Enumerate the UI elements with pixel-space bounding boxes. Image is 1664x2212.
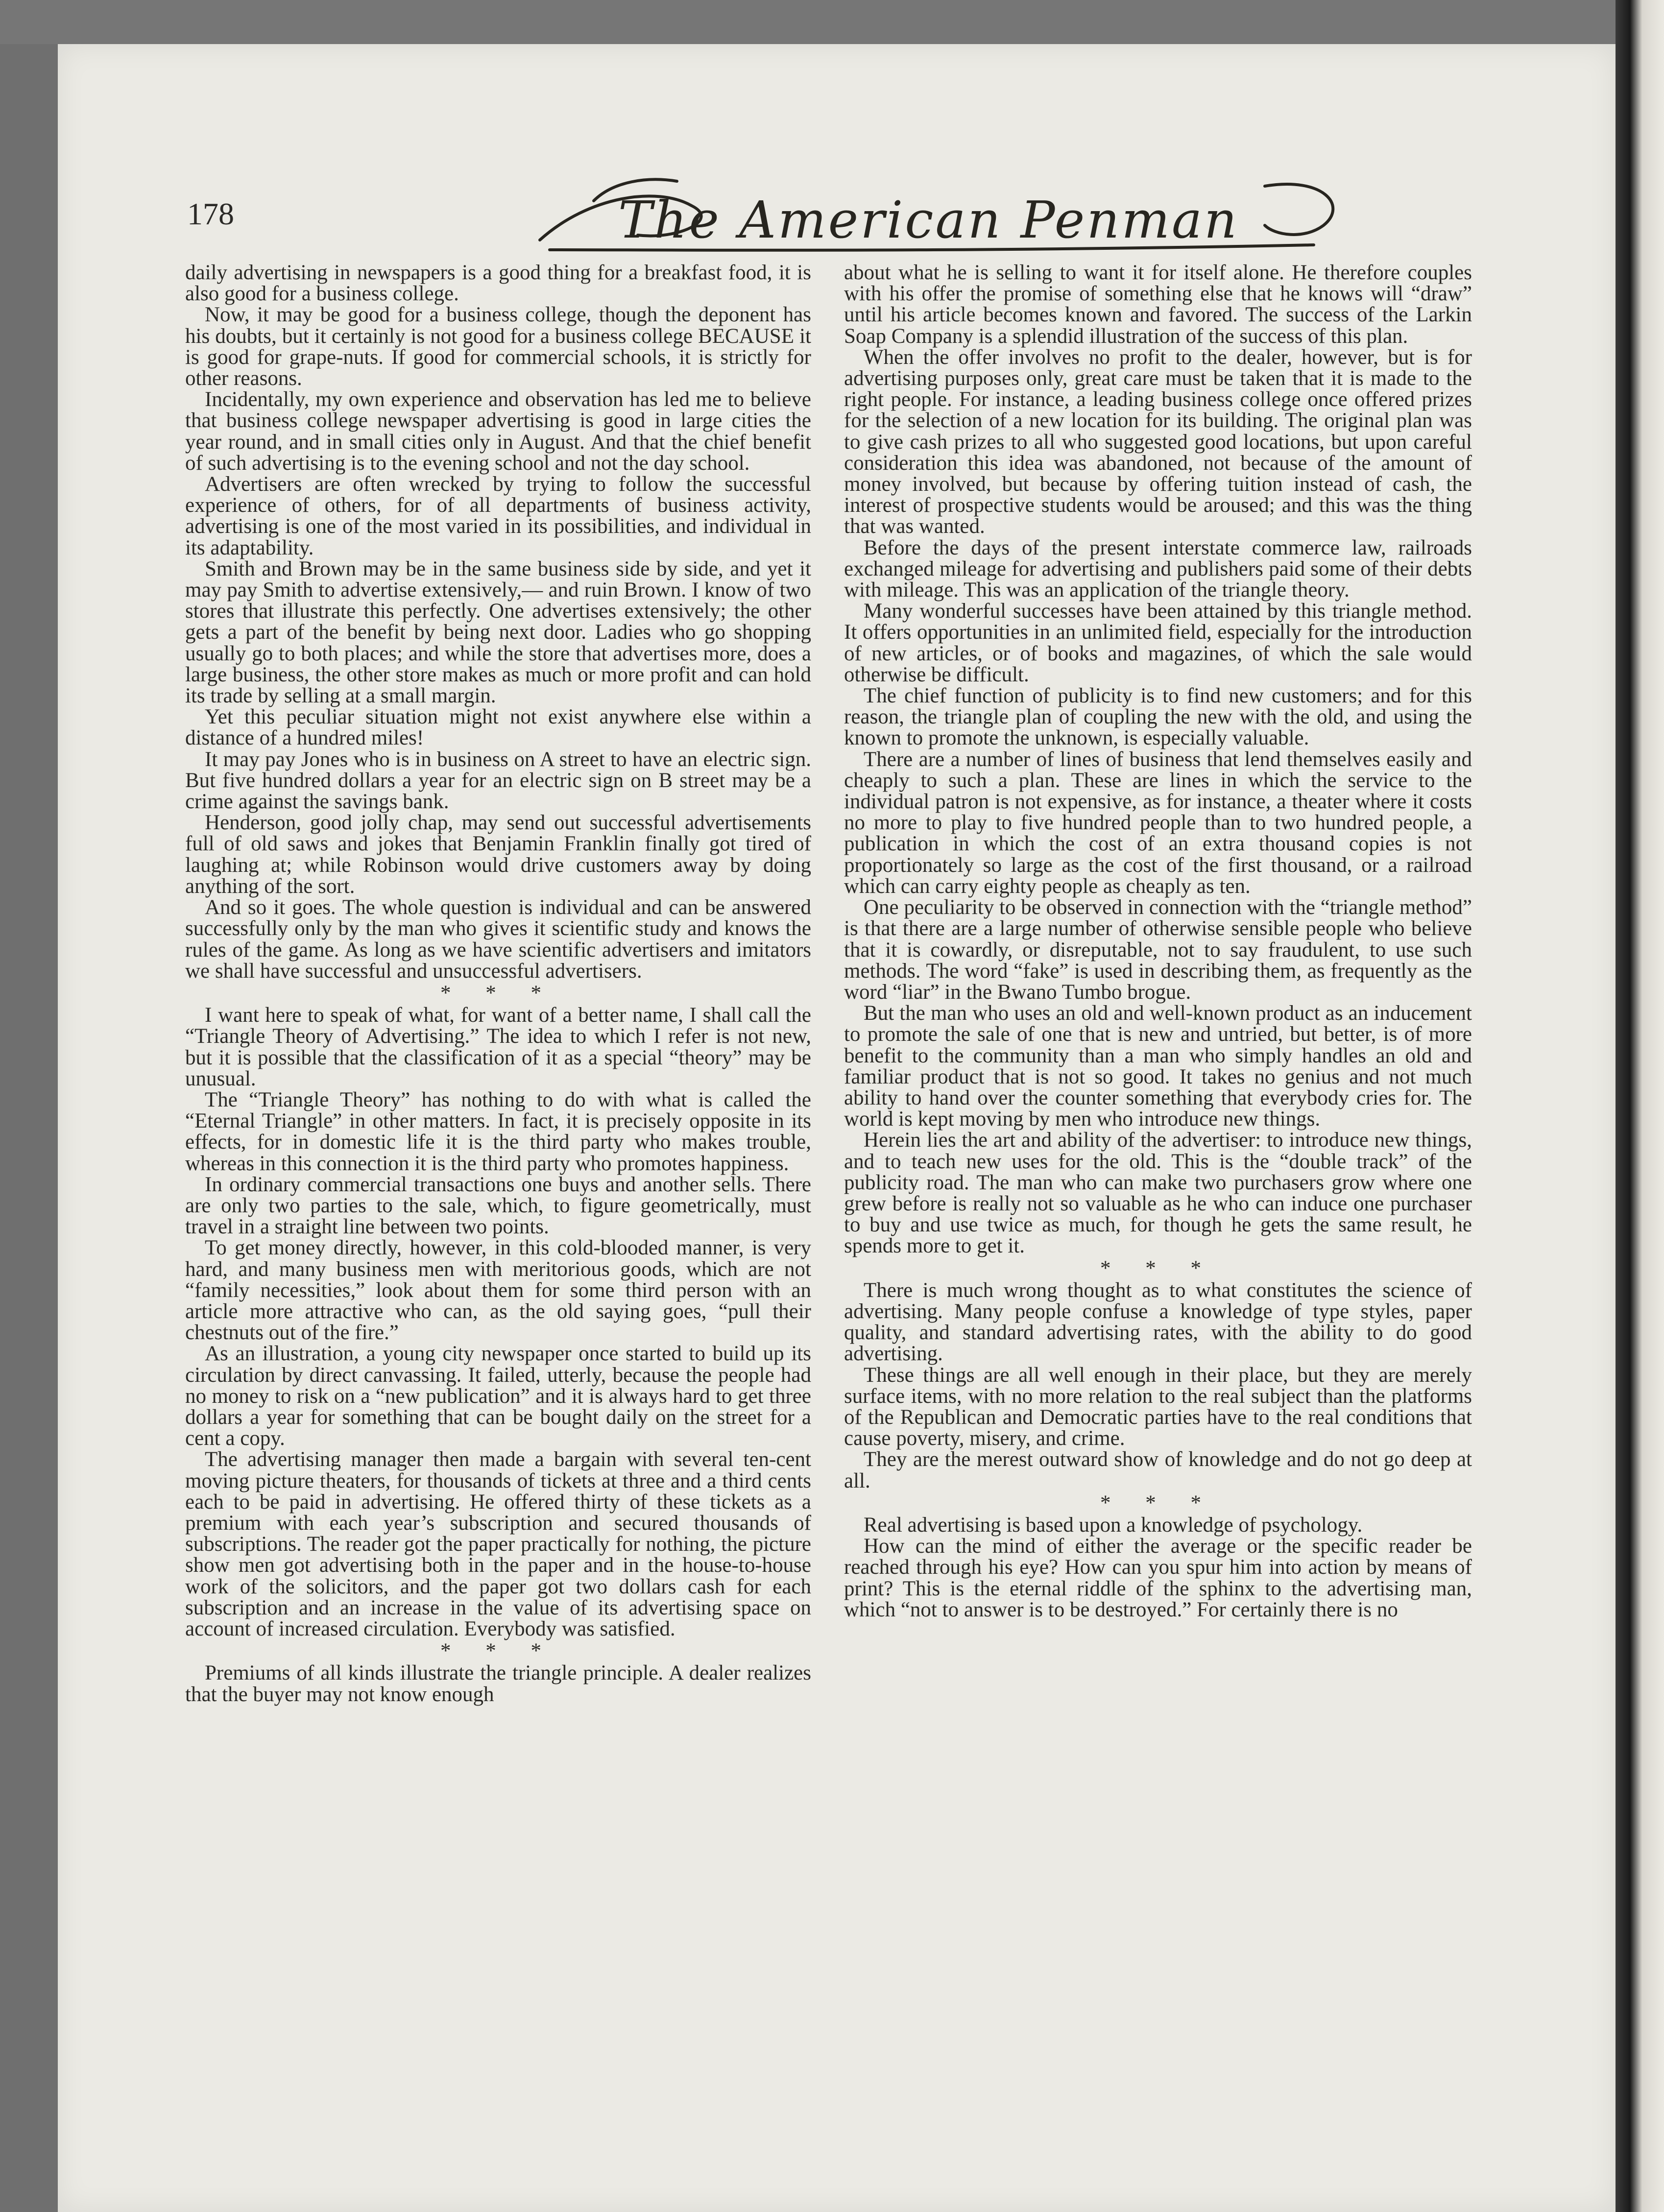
paragraph: The “Triangle Theory” has nothing to do with what is called the “Eternal Triangle” in other matters. In fact, it is precisely opposite in its effects, for in domestic life it is the third party who makes trouble, whereas in this connection it is the third party who promotes happiness. xyxy=(185,1088,811,1175)
paragraph: As an illustration, a young city newspaper once started to build up its circulation by direct canvassing. It failed, utterly, because the people had no money to risk on a “new publication” and it is always hard to get three dollars a year for something that can be bought daily on the street for a cent a copy. xyxy=(185,1342,811,1450)
paragraph: The advertising manager then made a bargain with several ten-cent moving picture theaters, for thousands of tickets at three and a third cents each to be paid in advertising. He offered thirty of these tickets as a premium with each year’s subscription and secured thousands of subscriptions. The reader got the paper practically for nothing, the picture show men got advertising both in the paper and in the house-to-house work of the solicitors, and the paper got two dollars cash for each subscription and an increase in the value of its advertising space on account of increased circulation. Everybody was satisfied. xyxy=(185,1448,811,1640)
paragraph: They are the merest outward show of knowledge and do not go deep at all. xyxy=(844,1448,1472,1492)
paragraph: daily advertising in newspapers is a good thing for a breakfast food, it is also good for a business college. xyxy=(185,261,811,306)
page-number: 178 xyxy=(187,196,234,231)
paragraph: How can the mind of either the average or the specific reader be reached through his eye? How can you spur him into action by means of print? This is the eternal riddle of the sphinx to the advertising man, which “not to answer is to be destroyed.” For certainly there is no xyxy=(844,1535,1472,1621)
paragraph: Many wonderful successes have been attained by this triangle method. It offers opportunities in an unlimited field, especially for the introduction of new articles, or of books and magazines, of which the sale would otherwise be difficult. xyxy=(844,600,1472,686)
paragraph: One peculiarity to be observed in connection with the “triangle method” is that there are a large number of otherwise sensible people who believe that it is cowardly, or disreputable, not to say fraudulent, to use such methods. The word “fake” is used in describing them, as frequently as the word “liar” in the Bwano Tumbo brogue. xyxy=(844,896,1472,1004)
section-separator: * * * xyxy=(440,1639,556,1663)
left-column xyxy=(185,262,811,1705)
masthead-title: The American Penman xyxy=(618,190,1239,250)
paragraph: Advertisers are often wrecked by trying to follow the successful experience of others, for of all departments of business activity, advertising is one of the most varied in its possibilities, and individual in its adaptability. xyxy=(185,473,811,559)
paragraph: To get money directly, however, in this cold-blooded manner, is very hard, and many business men with meritorious goods, which are not “family necessities,” look about them for some third person with an article more attractive who can, as the old saying goes, “pull their chestnuts out of the fire.” xyxy=(185,1236,811,1345)
paragraph: When the offer involves no profit to the dealer, however, but is for advertising purposes only, great care must be taken that it is made to the right people. For instance, a leading business college once offered prizes for the selection of a new location for its building. The original plan was to give cash prizes to all who suggested good locations, but upon careful consideration this idea was abandoned, not because of the amount of money involved, but because by offering tuition instead of cash, the interest of prospective students would be aroused; and this was the thing that was wanted. xyxy=(844,345,1472,538)
paragraph: But the man who uses an old and well-known product as an inducement to promote the sale of one that is new and untried, but better, is of more benefit to the community than a man who simply handles an old and familiar product that is not so good. It takes no genius and not much ability to hand over the counter something that everybody cries for. The world is kept moving by men who introduce new things. xyxy=(844,1002,1472,1131)
section-separator: * * * xyxy=(1100,1491,1216,1515)
book-binding-edge xyxy=(1616,0,1664,2212)
paragraph: Yet this peculiar situation might not exist anywhere else within a distance of a hundred miles! xyxy=(185,705,811,750)
paragraph: Herein lies the art and ability of the advertiser: to introduce new things, and to teach new uses for the old. This is the “double track” of the publicity road. The man who can make two purchasers grow where one grew before is really not so valuable as he who can induce one purchaser to buy and use twice as much, for though he gets the same result, he spends more to get it. xyxy=(844,1129,1472,1258)
paragraph: There is much wrong thought as to what constitutes the science of advertising. Many people confuse a knowledge of type styles, paper quality, and standard advertising rates, with the ability to do good advertising. xyxy=(844,1278,1472,1366)
paragraph: I want here to speak of what, for want of a better name, I shall call the “Triangle Theory of Advertising.” The idea to which I refer is not new, but it is possible that the classification of it as a special “theory” may be unusual. xyxy=(185,1004,811,1090)
paragraph: about what he is selling to want it for itself alone. He therefore couples with his offer the promise of something else that he knows will “draw” until his article becomes known and favored. The success of the Larkin Soap Company is a splendid illustration of the success of this plan. xyxy=(844,261,1472,348)
right-column xyxy=(844,262,1472,1620)
paragraph: There are a number of lines of business that lend themselves easily and cheaply to such a plan. These are lines in which the service to the individual patron is not expensive, as for instance, a theater where it costs no more to play to five hundred people than to two hundred people, a publication in which the cost of an extra thousand copies is not proportionately so large as the cost of the first thousand, or a railroad which can carry eighty people as cheaply as ten. xyxy=(844,747,1472,898)
paragraph: Premiums of all kinds illustrate the triangle principle. A dealer realizes that the buyer may not know enough xyxy=(185,1661,811,1706)
paragraph: Now, it may be good for a business college, though the deponent has his doubts, but it certainly is not good for a business college BECAUSE it is good for grape-nuts. If good for commercial schools, it is strictly for other reasons. xyxy=(185,303,811,390)
paragraph: Before the days of the present interstate commerce law, railroads exchanged mileage for advertising and publishers paid some of their debts with mileage. This was an application of the triangle theory. xyxy=(844,536,1472,602)
section-separator: * * * xyxy=(1100,1256,1216,1280)
masthead-logo xyxy=(530,167,1353,264)
paragraph: It may pay Jones who is in business on A street to have an electric sign. But five hundred dollars a year for an electric sign on B street may be a crime against the savings bank. xyxy=(185,747,811,814)
paragraph: These things are all well enough in their place, but they are merely surface items, with no more relation to the real subject than the platforms of the Republican and Democratic parties have to the real conditions that cause poverty, misery, and crime. xyxy=(844,1363,1472,1450)
scan-background xyxy=(0,0,1616,44)
paragraph: Henderson, good jolly chap, may send out successful advertisements full of old saws and jokes that Benjamin Franklin finally got tired of laughing at; while Robinson would drive customers away by doing anything of the sort. xyxy=(185,811,811,898)
paragraph: In ordinary commercial transactions one buys and another sells. There are only two parties to the sale, which, to figure geometrically, must travel in a straight line between two points. xyxy=(185,1173,811,1239)
paragraph: Smith and Brown may be in the same business side by side, and yet it may pay Smith to advertise extensively,— and ruin Brown. I know of two stores that illustrate this perfectly. One advertises extensively; the other gets a part of the benefit by being next door. Ladies who go shopping usually go to both places; and while the store that advertises more, does a large business, the other store makes as much or more profit and can hold its trade by selling at a small margin. xyxy=(185,557,811,708)
section-separator: * * * xyxy=(440,981,556,1005)
page-header xyxy=(187,167,1461,264)
paragraph: And so it goes. The whole question is individual and can be answered successfully only by the man who gives it scientific study and knows the rules of the game. As long as we have scientific advertisers and imitators we shall have successful and unsuccessful advertisers. xyxy=(185,896,811,983)
paragraph: Real advertising is based upon a knowledge of psychology. xyxy=(864,1513,1363,1537)
paragraph: Incidentally, my own experience and observation has led me to believe that business college newspaper advertising is good in large cities the year round, and in small cities only in August. And that the chief benefit of such advertising is to the evening school and not the day school. xyxy=(185,388,811,475)
paragraph: The chief function of publicity is to find new customers; and for this reason, the triangle plan of coupling the new with the old, and using the known to promote the unknown, is especially valuable. xyxy=(844,684,1472,750)
